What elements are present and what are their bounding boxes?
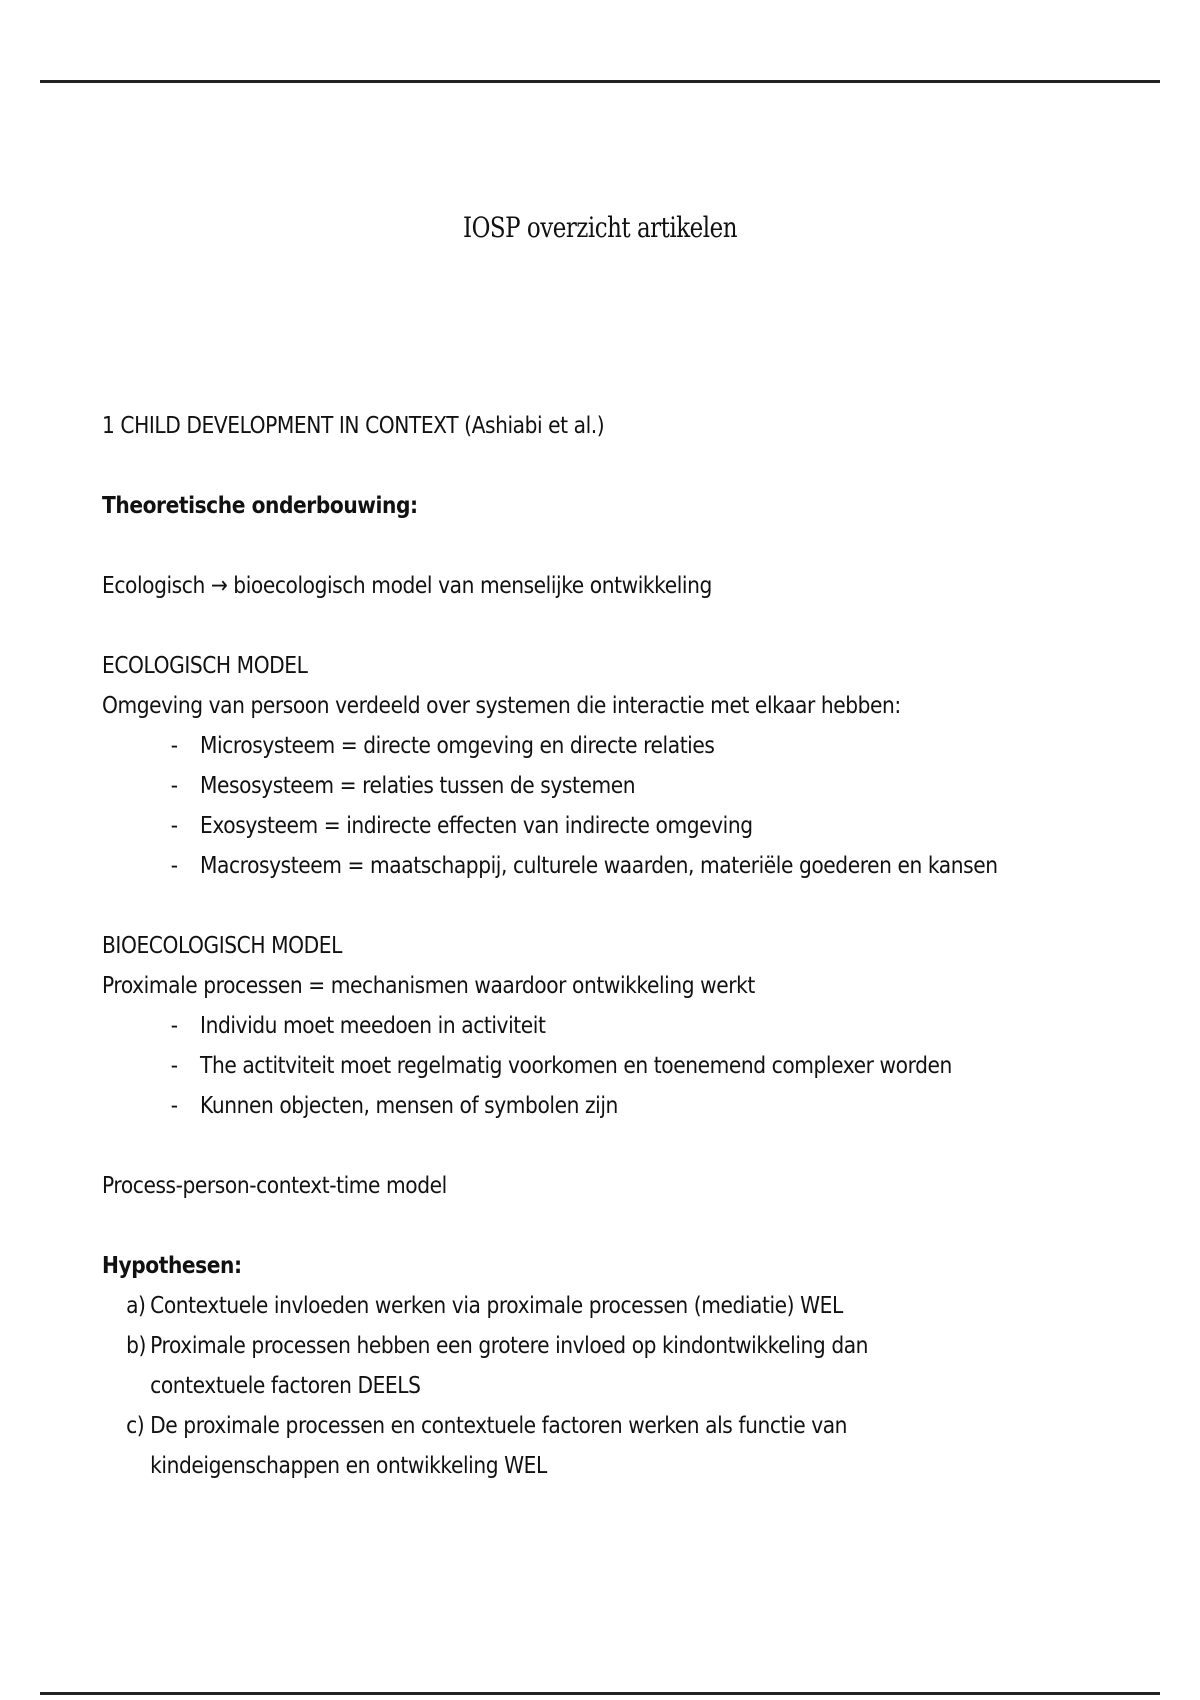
document-title: IOSP overzicht artikelen (463, 211, 737, 244)
list-item: - Macrosysteem = maatschappij, culturele waarden, materiële goederen en kansen (171, 845, 962, 885)
bioecological-list (102, 1005, 962, 1125)
hypothesis-text: Proximale processen hebben een grotere invloed op kindontwikkeling dan contextuele factoren DEELS (150, 1331, 869, 1399)
list-item: - The actitviteit moet regelmatig voorkomen en toenemend complexer worden (171, 1045, 962, 1085)
list-item (126, 1285, 962, 1325)
hypothesis-text: De proximale processen en contextuele factoren werken als functie van kindeigenschappen en ontwikkeling WEL (150, 1411, 848, 1479)
ppct-line: Process-person-context-time model (102, 1171, 447, 1199)
bioecological-heading: BIOECOLOGISCH MODEL (102, 931, 342, 959)
document-body (102, 405, 998, 1485)
hypotheses-list (102, 1285, 962, 1485)
ecological-list (102, 725, 998, 885)
list-marker: b) (126, 1331, 146, 1359)
list-marker: a) (126, 1291, 146, 1319)
bottom-rule (40, 1692, 1160, 1695)
list-item (126, 1325, 962, 1405)
hypothesis-text: Contextuele invloeden werken via proximale processen (mediatie) WEL (150, 1291, 843, 1319)
section-heading: 1 CHILD DEVELOPMENT IN CONTEXT (Ashiabi et al.) (102, 411, 605, 439)
list-marker: c) (126, 1411, 145, 1439)
ecological-intro: Omgeving van persoon verdeeld over systemen die interactie met elkaar hebben: (102, 691, 901, 719)
top-rule (40, 80, 1160, 83)
list-item: - Exosysteem = indirecte effecten van indirecte omgeving (171, 805, 962, 845)
ecological-heading: ECOLOGISCH MODEL (102, 651, 308, 679)
hypotheses-heading: Hypothesen: (102, 1251, 242, 1279)
list-item: - Microsysteem = directe omgeving en directe relaties (171, 725, 962, 765)
list-item: - Kunnen objecten, mensen of symbolen zijn (171, 1085, 962, 1125)
list-item: - Individu moet meedoen in activiteit (171, 1005, 962, 1045)
model-line: Ecologisch → bioecologisch model van menselijke ontwikkeling (102, 571, 712, 599)
bioecological-intro: Proximale processen = mechanismen waardoor ontwikkeling werkt (102, 971, 755, 999)
list-item: - Mesosysteem = relaties tussen de systemen (171, 765, 962, 805)
list-item (126, 1405, 1019, 1485)
theory-heading: Theoretische onderbouwing: (102, 491, 418, 519)
